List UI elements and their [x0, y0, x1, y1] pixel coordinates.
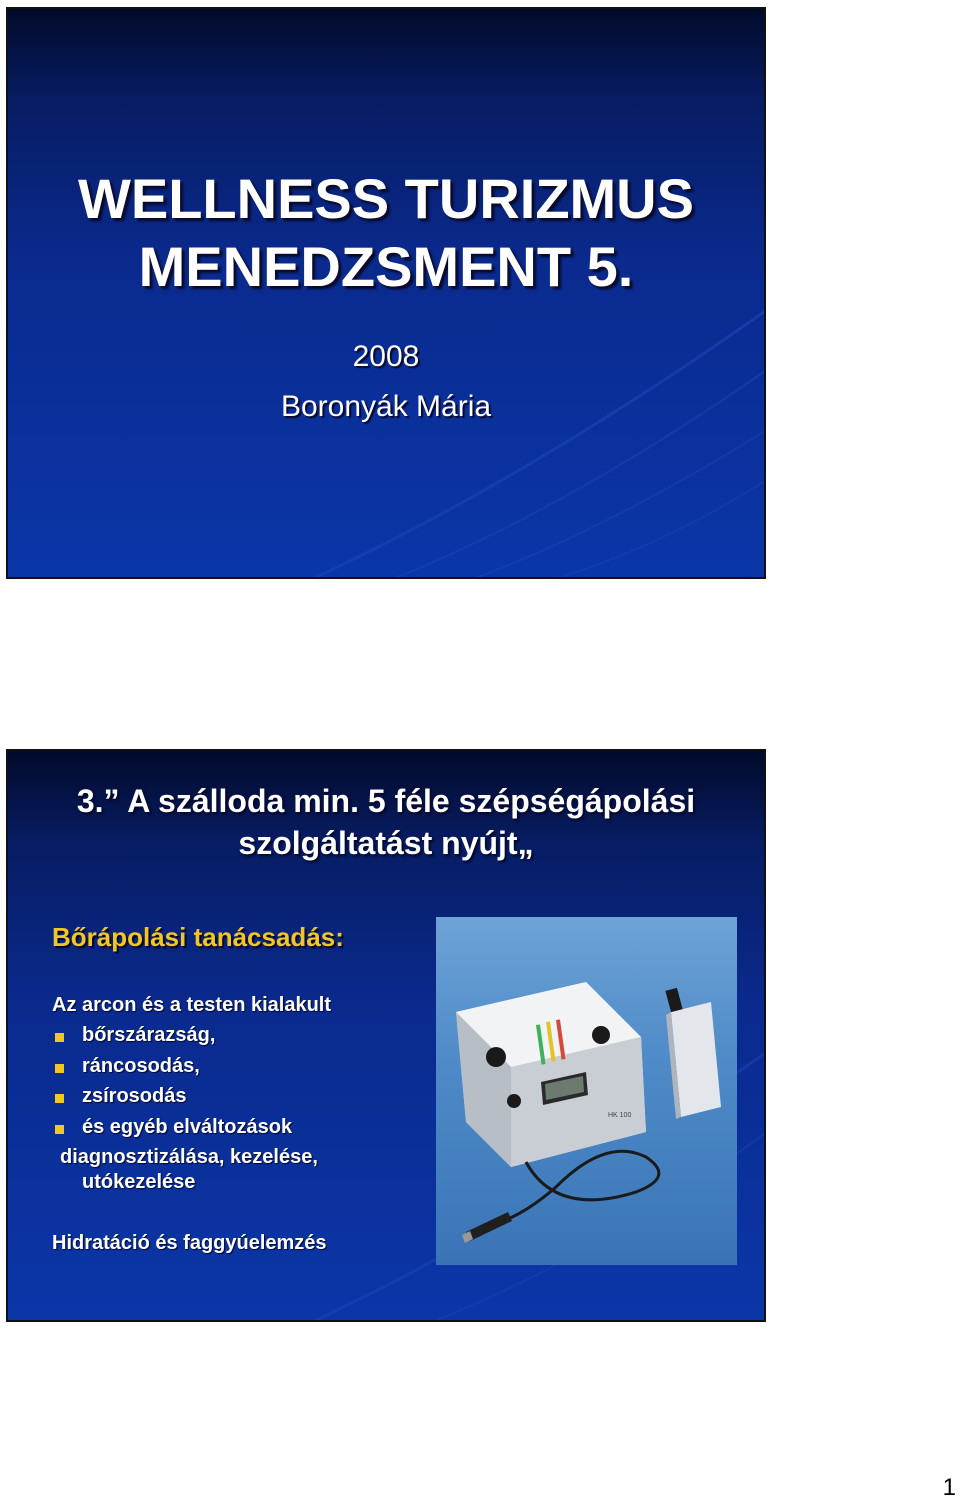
list-item: ráncosodás, [82, 1055, 200, 1077]
list-item: és egyéb elváltozások [82, 1116, 293, 1138]
slide-title-line-1: WELLNESS TURIZMUS [78, 167, 694, 230]
section-heading: Bőrápolási tanácsadás: [52, 922, 344, 952]
slide-year: 2008 [352, 340, 420, 373]
content-slide [6, 749, 766, 1322]
list-item: zsírosodás [82, 1085, 187, 1107]
slide-title-line-2: szolgáltatást nyújt„ [238, 825, 534, 861]
list-item: bőrszárazság, [82, 1024, 216, 1046]
bullet-icon [55, 1033, 64, 1042]
skin-analyzer-device-image [436, 917, 737, 1265]
slide-author: Boronyák Mária [280, 390, 492, 423]
slide-title-line-1: 3.” A szálloda min. 5 féle szépségápolási [76, 783, 696, 819]
bullet-icon [55, 1094, 64, 1103]
page-number: 1 [942, 1474, 956, 1501]
continuation-text: utókezelése [82, 1171, 196, 1193]
slide-title-line-2: MENEDZSMENT 5. [138, 235, 634, 298]
title-slide [6, 7, 766, 579]
intro-text: Az arcon és a testen kialakult [52, 994, 332, 1016]
footer-text: Hidratáció és faggyúelemzés [52, 1232, 327, 1254]
device-photo [436, 917, 737, 1265]
continuation-text: diagnosztizálása, kezelése, [60, 1146, 318, 1168]
bullet-icon [55, 1125, 64, 1134]
device-label: HK 100 [608, 1112, 632, 1119]
bullet-icon [55, 1064, 64, 1073]
